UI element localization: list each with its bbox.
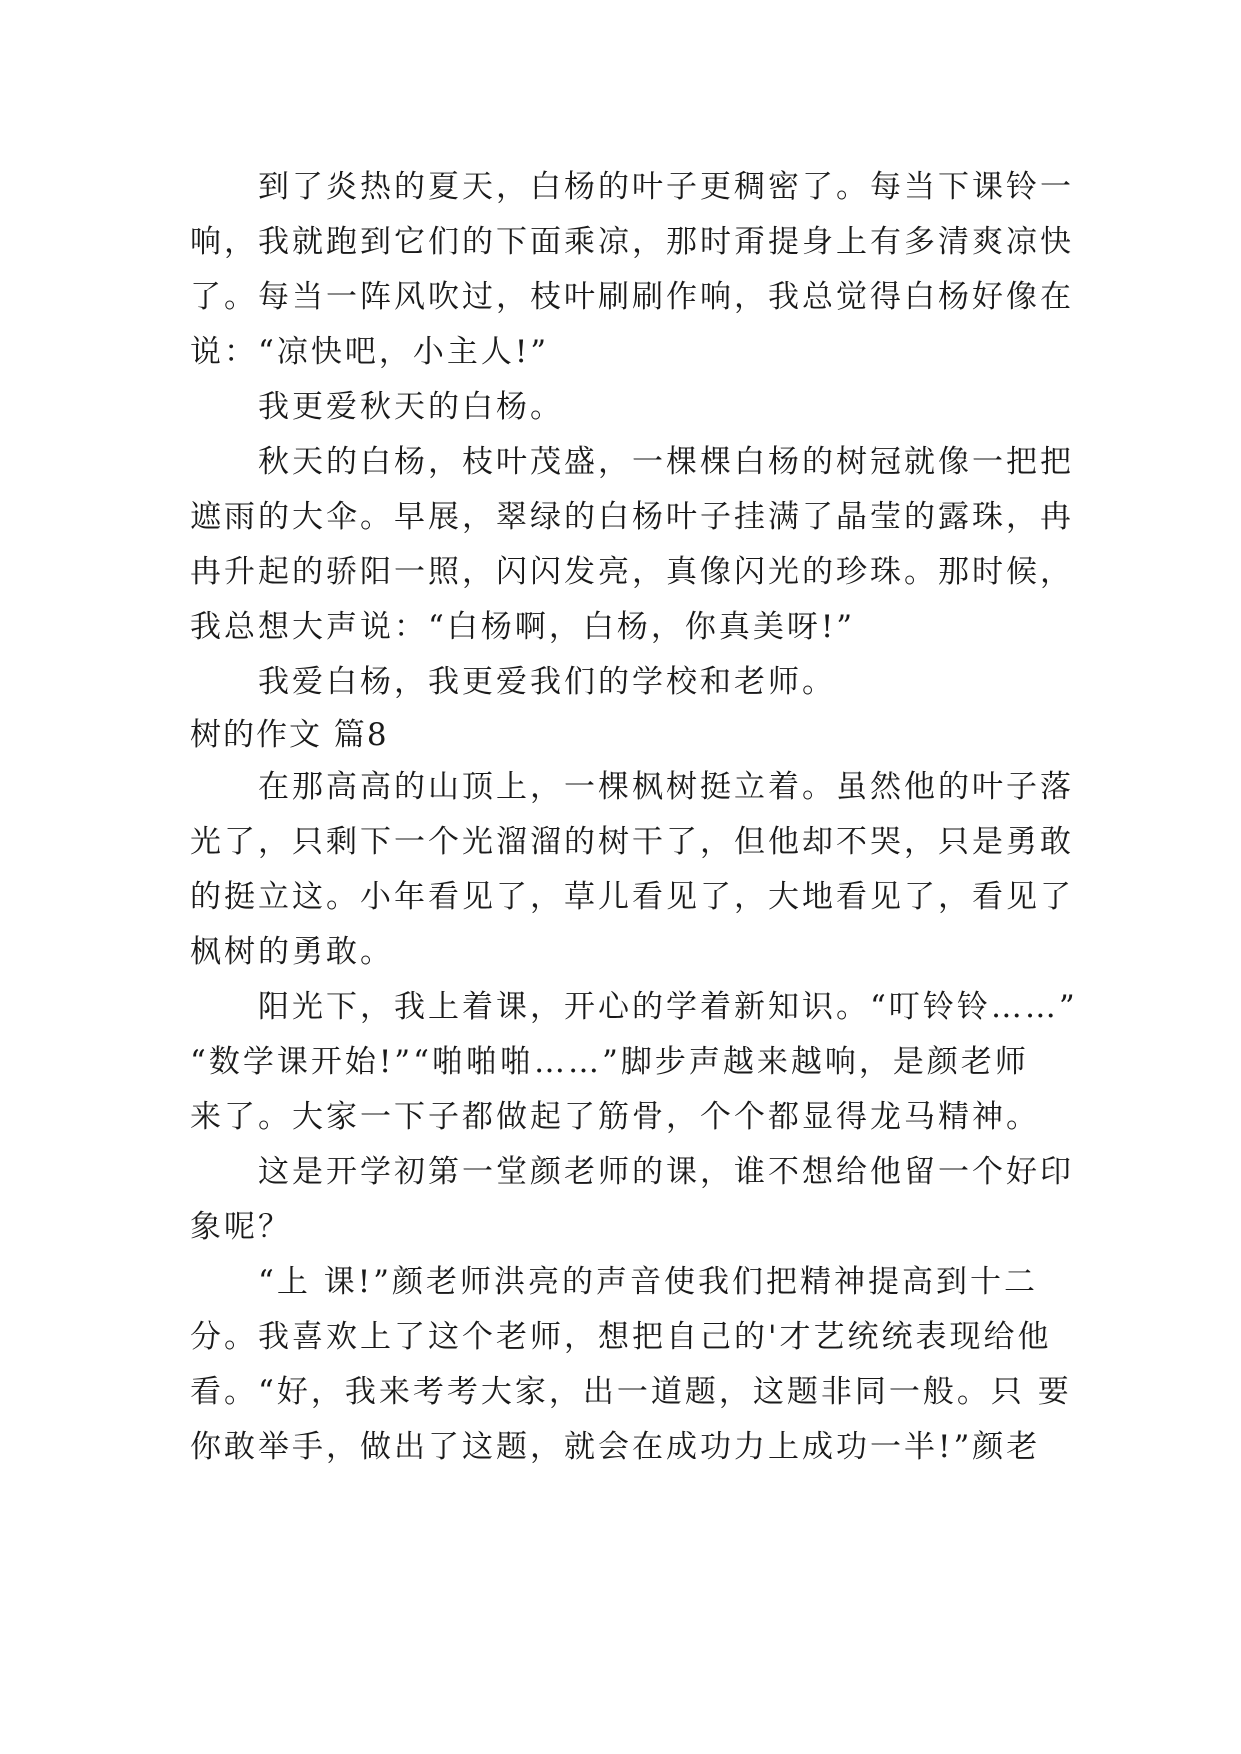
paragraph-summer	[190, 160, 1074, 380]
paragraph-class	[190, 980, 1078, 1145]
text-line: 到了炎热的夏天，白杨的叶子更稠密了。每当下课铃一	[258, 169, 1074, 205]
text-line: 来了。大家一下子都做起了筋骨，个个都显得龙马精神。	[190, 1099, 1040, 1135]
paragraph-first-lesson	[190, 1145, 1074, 1255]
text-line: 冉升起的骄阳一照，闪闪发亮，真像闪光的珍珠。那时候，	[190, 554, 1074, 590]
paragraph-autumn-intro	[190, 380, 1070, 435]
section-heading: 树的作文 篇8	[190, 717, 389, 753]
text-line: 阳光下，我上着课，开心的学着新知识。“叮铃铃……”	[258, 989, 1078, 1025]
text-line: 光了，只剩下一个光溜溜的树干了，但他却不哭，只是勇敢	[190, 824, 1074, 860]
text-line: 响，我就跑到它们的下面乘凉，那时甭提身上有多清爽凉快	[190, 224, 1074, 260]
text-line: 在那高高的山顶上，一棵枫树挺立着。虽然他的叶子落	[258, 769, 1074, 805]
paragraph-maple	[190, 760, 1074, 980]
text-line: 遮雨的大伞。早展，翠绿的白杨叶子挂满了晶莹的露珠，冉	[190, 499, 1074, 535]
paragraph-autumn	[190, 435, 1074, 655]
text-line: 秋天的白杨，枝叶茂盛，一棵棵白杨的树冠就像一把把	[258, 444, 1074, 480]
paragraph-teacher	[190, 1255, 1070, 1475]
text-line: 看。“好，我来考考大家，出一道题，这题非同一般。只 要	[190, 1374, 1072, 1410]
text-line: 我更爱秋天的白杨。	[258, 389, 564, 425]
text-line: 说：“凉快吧，小主人!”	[190, 334, 550, 370]
document-page	[190, 160, 1078, 1475]
text-line: 了。每当一阵风吹过，枝叶刷刷作响，我总觉得白杨好像在	[190, 279, 1074, 315]
text-line: 我总想大声说：“白杨啊，白杨，你真美呀!”	[190, 609, 856, 645]
text-line: “数学课开始!”“啪啪啪……”脚步声越来越响，是颜老师	[190, 1044, 1029, 1080]
text-line: 分。我喜欢上了这个老师，想把自己的'才艺统统表现给他	[190, 1319, 1052, 1355]
text-line: 枫树的勇敢。	[190, 934, 394, 970]
text-line: “上 课!”颜老师洪亮的声音使我们把精神提高到十二	[258, 1264, 1039, 1300]
text-line: 你敢举手，做出了这题，就会在成功力上成功一半!”颜老	[190, 1429, 1041, 1465]
paragraph-closing	[190, 655, 1070, 710]
text-line: 这是开学初第一堂颜老师的课，谁不想给他留一个好印	[258, 1154, 1074, 1190]
text-line: 的挺立这。小年看见了，草儿看见了，大地看见了，看见了	[190, 879, 1074, 915]
text-line: 象呢？	[190, 1209, 292, 1245]
text-line: 我爱白杨，我更爱我们的学校和老师。	[258, 664, 836, 700]
